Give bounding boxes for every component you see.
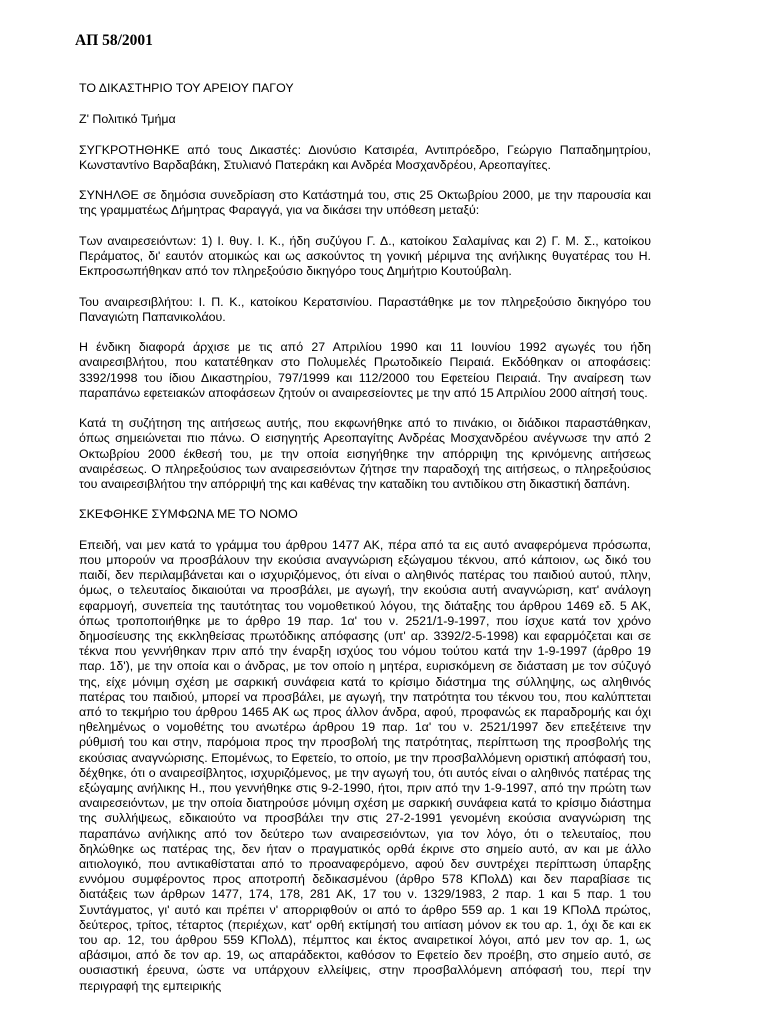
session-paragraph: ΣΥΝΗΛΘΕ σε δημόσια συνεδρίαση στο Κατάστημά του, στις 25 Οκτωβρίου 2000, με την παρουσία και της γραμματέως Δήμητρας Φαραγγά, για να δικάσει την υπόθεση μεταξύ: [79,188,651,218]
composition-paragraph: ΣΥΓΚΡΟΤΗΘΗΚΕ από τους Δικαστές: Διονύσιο Κατσιρέα, Αντιπρόεδρο, Γεώργιο Παπαδημητρίου, Κωνσταντίνο Βαρδαβάκη, Στυλιανό Πατεράκη και Ανδρέα Μοσχανδρέου, Αρεοπαγίτες. [79,142,651,172]
court-title: ΤΟ ΔΙΚΑΣΤΗΡΙΟ ΤΟΥ ΑΡΕΙΟΥ ΠΑΓΟΥ [79,81,294,95]
hearing-paragraph: Κατά τη συζήτηση της αιτήσεως αυτής, που εκφωνήθηκε από το πινάκιο, οι διάδικοι παραστάθηκαν, όπως σημειώνεται πιο πάνω. Ο εισηγητής Αρεοπαγίτης Ανδρέας Μοσχανδρέου ανέγνωσε την από 2 Οκτωβρίου 2000 έκθεσή του, με την οποία εισηγήθηκε την απόρριψη της κρινόμενης αιτήσεως αναιρέσεως. Ο πληρεξούσιος των αναιρεσειόντων ζήτησε την παραδοχή της αιτήσεως, ο πληρεξούσιος του αναιρεσιβλήτου την απόρριψή της και καθένας την καταδίκη του αντιδίκου στη δικαστική δαπάνη. [79,416,651,491]
respondent-paragraph: Του αναιρεσιβλήτου: Ι. Π. Κ., κατοίκου Κερατσινίου. Παραστάθηκε με τον πληρεξούσιο δικηγόρο του Παναγιώτη Παπανικολάου. [79,294,651,324]
considered-heading: ΣΚΕΦΘΗΚΕ ΣΥΜΦΩΝΑ ΜΕ ΤΟ ΝΟΜΟ [79,507,298,522]
document-body [79,81,651,1009]
case-number-heading: ΑΠ 58/2001 [75,32,153,49]
dispute-paragraph: Η ένδικη διαφορά άρχισε με τις από 27 Απριλίου 1990 και 11 Ιουνίου 1992 αγωγές του ήδη αναιρεσιβλήτου, που κατατέθηκαν στο Πολυμελές Πρωτοδικείο Πειραιά. Εκδόθηκαν οι αποφάσεις: 3392/1998 του ίδιου Δικαστηρίου, 797/1999 και 112/2000 του Εφετείου Πειραιά. Την αναίρεση των παραπάνω εφετειακών αποφάσεων ζητούν οι αναιρεσείοντες με την από 15 Απριλίου 2000 αίτησή τους. [79,340,651,400]
division-label: Ζ' Πολιτικό Τμήμα [79,112,176,127]
appellants-paragraph: Των αναιρεσειόντων: 1) Ι. θυγ. Ι. Κ., ήδη συζύγου Γ. Δ., κατοίκου Σαλαμίνας και 2) Γ. Μ. Σ., κατοίκου Περάματος, δι' εαυτόν ατομικώς και ως ασκούντος τη γονική μέριμνα της ανήλικης θυγατέρας του Η. Εκπροσωπήθηκαν από τον πληρεξούσιο δικηγόρο τους Δημήτριο Κουτούβαλη. [79,233,651,279]
reasoning-paragraph: Επειδή, ναι μεν κατά το γράμμα του άρθρου 1477 ΑΚ, πέρα από τα εις αυτό αναφερόμενα πρόσωπα, που μπορούν να προσβάλουν την εκούσια αναγνώριση εξώγαμου τέκνου, από κάποιον, ως δικό του παιδί, δεν περιλαμβάνεται και ο ισχυριζόμενος, ότι είναι ο αληθινός πατέρας του παιδιού αυτού, πλην, όμως, ο τελευταίος δικαιούται να προσβάλει, με αγωγή, την εκούσια αυτή αναγνώριση, κατ' ανάλογη εφαρμογή, συνεπεία της ταυτότητας του νομοθετικού λόγου, της διάταξης του άρθρου 1469 εδ. 5 ΑΚ, όπως τροποποιήθηκε με το άρθρο 19 παρ. 1α' του ν. 2521/1-9-1997, που ίσχυε κατά τον χρόνο δημοσίευσης της εκκληθείσας πρωτόδικης απόφασης (υπ' αρ. 3392/2-5-1998) και εφαρμόζεται και σε τέκνα που γεννήθηκαν πριν από την έναρξη ισχύος του νόμου τούτου κατά την 1-9-1997 (άρθρο 19 παρ. 1δ'), με την οποία και ο άνδρας, με τον οποίο η μητέρα, ευρισκόμενη σε διάσταση με τον σύζυγό της, είχε μόνιμη σχέση με σαρκική συνάφεια κατά το κρίσιμο διάστημα της σύλληψης, ως αληθινός πατέρας του παιδιού, μπορεί να προσβάλει, με αγωγή, την πατρότητα του τέκνου του, που καλύπτεται από το τεκμήριο του άρθρου 1465 ΑΚ ως προς άλλον άνδρα, αφού, προφανώς εκ παραδρομής και όχι ηθελημένως ο νομοθέτης του ανωτέρω άρθρου 19 παρ. 1α' του ν. 2521/1997 δεν επεξέτεινε την ρύθμισή του και στην, παρόμοια προς την προσβολή της πατρότητας, περίπτωση της προσβολής της εκούσιας αναγνώρισης. Επομένως, το Εφετείο, το οποίο, με την προσβαλλόμενη οριστική απόφασή του, δέχθηκε, ότι ο αναιρεσίβλητος, ισχυριζόμενος, με την αγωγή του, ότι αυτός είναι ο αληθινός πατέρας της εξώγαμης ανήλικης Η., που γεννήθηκε στις 9-2-1990, ήτοι, πριν από την 1-9-1997, από την πρώτη των αναιρεσειόντων, με την οποία διατηρούσε μόνιμη σχέση με σαρκική συνάφεια κατά το κρίσιμο διάστημα της συλλήψεως, εδικαιούτο να προσβάλει την στις 27-2-1991 γενομένη εκούσια αναγνώριση της παραπάνω ανήλικης από τον δεύτερο των αναιρεσειόντων, για τον λόγο, ότι ο τελευταίος, που δηλώθηκε ως πατέρας της, δεν ήταν ο πραγματικός ορθά έκρινε στο σημείο αυτό, αν και με άλλο αιτιολογικό, που αντικαθίσταται από το προαναφερόμενο, αφού δεν συντρέχει περίπτωση ύπαρξης εννόμου συμφέροντος προς αποτροπή δεδικασμένου (άρθρο 578 ΚΠολΔ) και δεν παραβίασε τις διατάξεις των άρθρων 1477, 174, 178, 281 ΑΚ, 17 του ν. 1329/1983, 2 παρ. 1 και 5 παρ. 1 του Συντάγματος, γι' αυτό και πρέπει ν' απορριφθούν οι από το άρθρο 559 αρ. 1 και 19 ΚΠολΔ πρώτος, δεύτερος, τρίτος, τέταρτος (περιέχων, κατ' ορθή εκτίμησή του αιτίαση μόνον εκ του αρ. 1, όχι δε και εκ του αρ. 12, του άρθρου 559 ΚΠολΔ), πέμπτος και έκτος αναιρετικοί λόγοι, από μεν τον αρ. 1, ως αβάσιμοι, από δε τον αρ. 19, ως απαράδεκτοι, καθόσον το Εφετείο δεν προέβη, στο σημείο αυτό, σε ουσιαστική έρευνα, ώστε να υπάρχουν ελλείψεις, στην προσβαλλόμενη απόφασή του, περί την περιγραφή της εμπειρικής [79,537,651,993]
